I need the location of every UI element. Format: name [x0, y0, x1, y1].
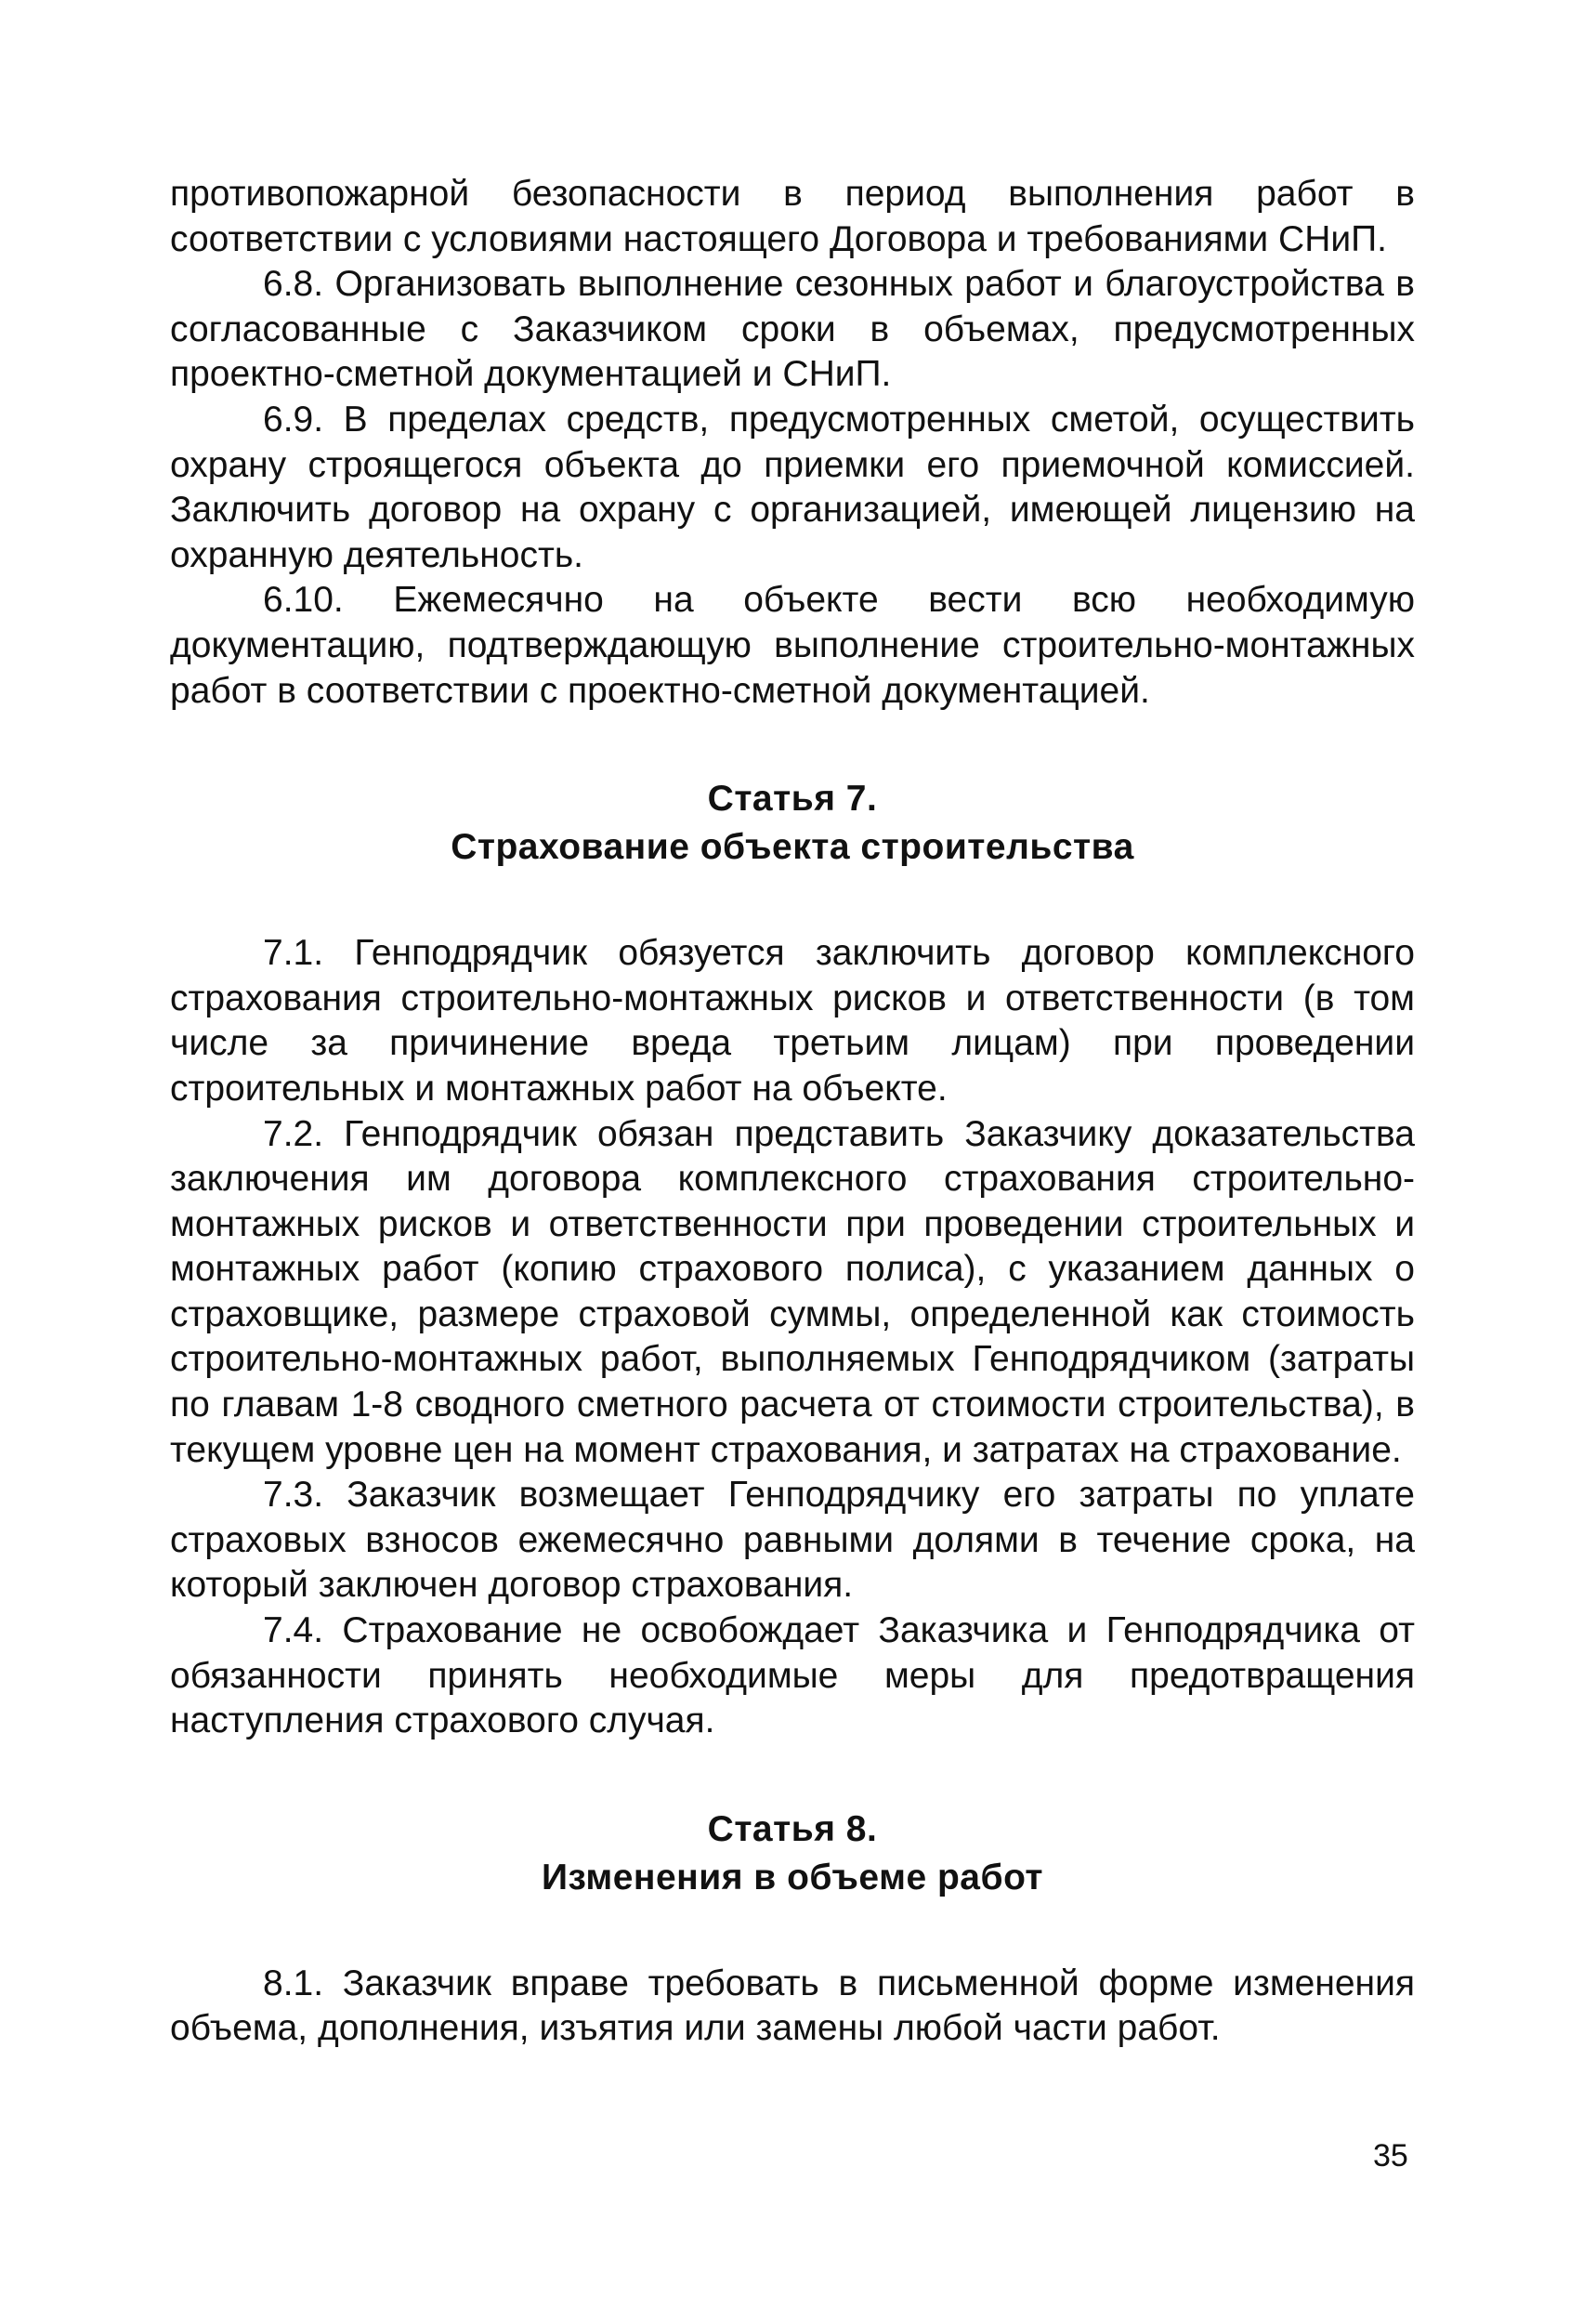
paragraph-7-1: 7.1. Генподрядчик обязуется заключить договор комплексного страхования строительно-монтажных рисков и ответственности (в том числе за причинение вреда третьим лицам) при проведении строительных и монтажных работ на объекте.: [170, 933, 1415, 1109]
spacer: [170, 872, 1415, 931]
article-8-heading: [170, 1805, 1415, 1902]
paragraph-6-7-continuation: противопожарной безопасности в период выполнения работ в соответствии с условиями настоящего Договора и требованиями СНиП.: [170, 174, 1415, 259]
paragraph-8-1: 8.1. Заказчик вправе требовать в письменной форме изменения объема, дополнения, изъятия или замены любой части работ.: [170, 1963, 1415, 2049]
article-7-title: Страхование объекта строительства: [451, 827, 1134, 868]
paragraph-7-4: 7.4. Страхование не освобождает Заказчика и Генподрядчика от обязанности принять необходимые меры для предотвращения наступления страхового случая.: [170, 1610, 1415, 1741]
spacer: [170, 714, 1415, 775]
paragraph-6-9: 6.9. В пределах средств, предусмотренных сметой, осуществить охрану строящегося объекта до приемки его приемочной комиссией. Заключить договор на охрану с организацией, имеющей лицензию на охранную деятельность.: [170, 399, 1415, 575]
article-8-title: Изменения в объеме работ: [541, 1857, 1044, 1897]
spacer: [170, 1902, 1415, 1962]
document-page: [170, 172, 1415, 2052]
spacer: [170, 1744, 1415, 1805]
paragraph-7-3: 7.3. Заказчик возмещает Генподрядчику его затраты по уплате страховых взносов ежемесячно равными долями в течение срока, на который заключен договор страхования.: [170, 1475, 1415, 1606]
paragraph-7-2: 7.2. Генподрядчик обязан представить Заказчику доказательства заключения им договора комплексного страхования строительно-монтажных рисков и ответственности при проведении строительных и монтажных работ (копию страхового полиса), с указанием данных о страховщике, размере страховой суммы, определенной как стоимость строительно-монтажных работ, выполняемых Генподрядчиком (затраты по главам 1-8 сводного сметного расчета от стоимости строительства), в текущем уровне цен на момент страхования, и затратах на страхование.: [170, 1113, 1415, 1470]
article-7-number: Статья 7.: [707, 779, 878, 820]
article-7-heading: [170, 775, 1415, 872]
paragraph-6-8: 6.8. Организовать выполнение сезонных работ и благоустройства в согласованные с Заказчиком сроки в объемах, предусмотренных проектно-сметной документацией и СНиП.: [170, 264, 1415, 395]
paragraph-6-10: 6.10. Ежемесячно на объекте вести всю необходимую документацию, подтверждающую выполнение строительно-монтажных работ в соответствии с проектно-сметной документацией.: [170, 580, 1415, 711]
page-number: 35: [1373, 2138, 1408, 2173]
article-8-number: Статья 8.: [707, 1808, 878, 1849]
